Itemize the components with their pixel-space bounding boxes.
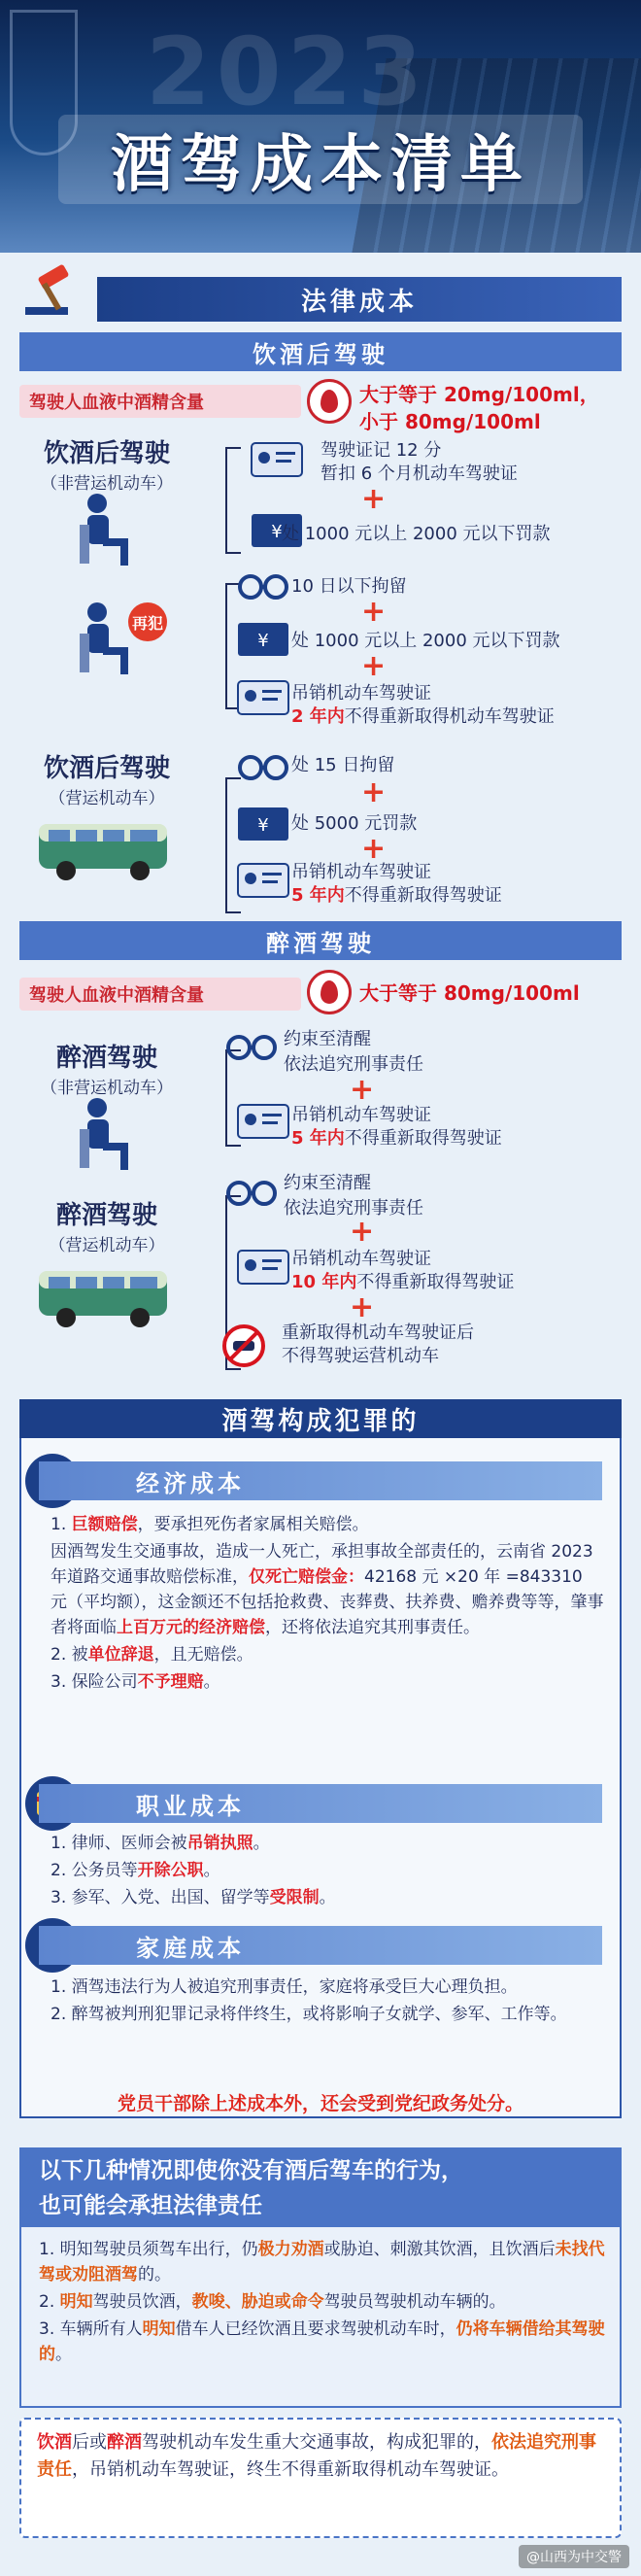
sub-drunk-driving: 醉酒驾驶 <box>19 921 622 960</box>
license-card-icon <box>251 442 303 477</box>
blood-drop-icon <box>307 970 352 1014</box>
bac-label: 驾驶人血液中酒精含量 <box>19 978 301 1011</box>
license-card-icon <box>237 680 289 715</box>
penalty-criminal: 依法追究刑事责任 <box>284 1054 423 1075</box>
penalty-ban <box>291 884 502 908</box>
bac-label: 驾驶人血液中酒精含量 <box>19 385 301 418</box>
handcuffs-icon <box>225 1176 278 1211</box>
blood-drop-icon <box>307 379 352 424</box>
econ-item-2: 2. 被单位辞退，且无赔偿。 <box>51 1645 253 1665</box>
liability-title-line2: 也可能会承担法律责任 <box>39 2193 262 2218</box>
gavel-icon <box>19 260 87 319</box>
bus-icon <box>35 816 171 884</box>
plus-sign: + <box>361 775 387 809</box>
hero-banner <box>0 0 641 253</box>
penalty-revoke: 吊销机动车驾驶证 <box>291 862 431 882</box>
license-card-icon <box>237 863 289 898</box>
ban-text: 不得重新取得驾驶证 <box>344 1128 502 1149</box>
seated-person-icon <box>74 492 136 569</box>
category-main: 饮酒后驾驶 <box>43 439 170 468</box>
penalty-detention: 处 15 日拘留 <box>291 755 395 775</box>
penalty-points: 驾驶证记 12 分 <box>320 440 442 461</box>
liability-title-line1: 以下几种情况即使你没有酒后驾车的行为， <box>39 2158 463 2183</box>
penalty-revoke: 吊销机动车驾驶证 <box>291 683 431 704</box>
ban-years: 10 年内 <box>291 1272 357 1292</box>
penalty-ban <box>291 1127 502 1151</box>
penalty-criminal: 依法追究刑事责任 <box>284 1198 423 1219</box>
category-drink-op <box>19 748 194 808</box>
econ-cost-body <box>51 1512 604 1697</box>
liability-item-1: 1. 明知驾驶员须驾车出行，仍极力劝酒或胁迫、刺激其饮酒，且饮酒后未找代驾或劝阻酒驾的。 <box>39 2240 605 2284</box>
penalty-suspend: 暂扣 6 个月机动车驾驶证 <box>320 464 518 484</box>
penalty-ban <box>291 705 555 729</box>
category-sub: （非营运机动车） <box>41 474 173 494</box>
plus-sign: + <box>350 1290 375 1324</box>
handcuffs-icon <box>225 1030 278 1065</box>
penalty-restrain: 约束至清醒 <box>284 1173 371 1193</box>
bracket-line <box>225 447 241 554</box>
party-member-note: 党员干部除上述成本外，还会受到党纪政务处分。 <box>117 2093 523 2114</box>
penalty-revoke: 吊销机动车驾驶证 <box>291 1249 431 1269</box>
penalty-reissue: 重新取得机动车驾驶证后 <box>282 1322 474 1343</box>
svg-text:¥: ¥ <box>257 815 269 836</box>
category-sub: （营运机动车） <box>49 789 165 808</box>
plus-sign: + <box>361 595 387 629</box>
svg-text:¥: ¥ <box>257 631 269 651</box>
ban-years: 5 年内 <box>291 1128 345 1149</box>
penalty-detention: 10 日以下拘留 <box>291 576 407 597</box>
category-sub: （营运机动车） <box>49 1236 165 1255</box>
plus-sign: + <box>361 482 387 516</box>
page-title: 酒驾成本清单 <box>58 115 583 204</box>
penalty-fine: 处 1000 元以上 2000 元以下罚款 <box>282 524 551 544</box>
no-car-icon <box>221 1323 266 1368</box>
ban-years: 2 年内 <box>291 706 345 727</box>
section-law-cost: 法律成本 <box>97 277 622 322</box>
family-item-2: 2. 醉驾被判刑犯罪记录将伴终生，或将影响子女就学、参军、工作等。 <box>51 2005 567 2024</box>
license-card-icon <box>237 1104 289 1139</box>
family-item-1: 1. 酒驾违法行为人被追究刑事责任，家庭将承受巨大心理负担。 <box>51 1977 518 1997</box>
sub-drink-driving: 饮酒后驾驶 <box>19 332 622 371</box>
penalty-revoke: 吊销机动车驾驶证 <box>291 1105 431 1125</box>
svg-text:¥: ¥ <box>271 522 283 542</box>
econ-item-1-detail: 因酒驾发生交通事故，造成一人死亡，承担事故全部责任的，云南省 2023 年道路交通事故赔偿标准，仅死亡赔偿金：42168 元 ×20 年 =843310 元（平均额），这金额还不包括抢救费、丧葬费、扶养费、赡养费等等，肇事者将面临上百万元的经济赔偿，还将依法追究其刑事责任。 <box>51 1542 604 1637</box>
repeat-offense-badge: 再犯 <box>128 602 167 641</box>
econ-item-1: 1. 巨额赔偿，要承担死伤者家属相关赔偿。 <box>51 1515 369 1534</box>
penalty-fine: 处 5000 元罚款 <box>291 813 418 834</box>
bus-icon <box>35 1263 171 1331</box>
seated-person-icon <box>74 601 136 678</box>
category-drunk-nonop <box>19 1038 194 1098</box>
job-item-3: 3. 参军、入党、出国、留学等受限制。 <box>51 1888 336 1907</box>
penalty-fine: 处 1000 元以上 2000 元以下罚款 <box>291 631 560 651</box>
ban-years: 5 年内 <box>291 885 345 906</box>
family-cost-bar: 家庭成本 <box>39 1926 602 1965</box>
econ-cost-bar: 经济成本 <box>39 1461 602 1500</box>
category-main: 饮酒后驾驶 <box>43 754 170 783</box>
penalty-ban <box>291 1271 514 1294</box>
bac-range-line1: 大于等于 20mg/100ml， <box>359 383 599 406</box>
bac-range-line2: 小于 80mg/100ml <box>359 410 541 433</box>
category-drunk-op <box>19 1195 194 1255</box>
plus-sign: + <box>350 1215 375 1249</box>
seated-person-icon <box>74 1096 136 1174</box>
category-drink-nonop <box>19 433 194 494</box>
watermark-year: 2023 <box>146 17 429 126</box>
liability-item-2: 2. 明知驾驶员饮酒，教唆、胁迫或命令驾驶员驾驶机动车辆的。 <box>39 2292 506 2312</box>
category-main: 醉酒驾驶 <box>55 1044 157 1073</box>
ban-text: 不得重新取得机动车驾驶证 <box>344 706 555 727</box>
family-cost-body <box>51 1975 604 2029</box>
liability-item-3: 3. 车辆所有人明知借车人已经饮酒且要求驾驶机动车时，仍将车辆借给其驾驶的。 <box>39 2319 605 2364</box>
job-cost-body <box>51 1831 604 1912</box>
section-crime: 酒驾构成犯罪的 <box>19 1399 622 1438</box>
job-cost-bar: 职业成本 <box>39 1784 602 1823</box>
license-card-icon <box>237 1250 289 1285</box>
liability-header <box>19 2147 622 2227</box>
category-sub: （非营运机动车） <box>41 1079 173 1098</box>
bac-threshold: 大于等于 80mg/100ml <box>359 981 580 1005</box>
final-summary: 饮酒后或醉酒驾驶机动车发生重大交通事故，构成犯罪的，依法追究刑事责任，吊销机动车驾驶证，终生不得重新取得机动车驾驶证。 <box>19 2418 622 2538</box>
plus-sign: + <box>361 649 387 683</box>
yen-bill-icon <box>237 807 289 841</box>
ban-text: 不得重新取得驾驶证 <box>356 1272 515 1292</box>
liability-body <box>39 2237 612 2369</box>
econ-item-3: 3. 保险公司不予理赔。 <box>51 1672 220 1692</box>
plus-sign: + <box>361 832 387 866</box>
handcuffs-icon <box>237 750 289 785</box>
yen-bill-icon <box>237 622 289 657</box>
handcuffs-icon <box>237 569 289 604</box>
penalty-no-operating: 不得驾驶运营机动车 <box>282 1346 439 1366</box>
source-watermark: @山西为中交警 <box>519 2545 629 2568</box>
ban-text: 不得重新取得驾驶证 <box>344 885 502 906</box>
penalty-restrain: 约束至清醒 <box>284 1029 371 1049</box>
category-main: 醉酒驾驶 <box>55 1201 157 1230</box>
job-item-2: 2. 公务员等开除公职。 <box>51 1861 220 1880</box>
job-item-1: 1. 律师、医师会被吊销执照。 <box>51 1834 270 1853</box>
plus-sign: + <box>350 1073 375 1107</box>
